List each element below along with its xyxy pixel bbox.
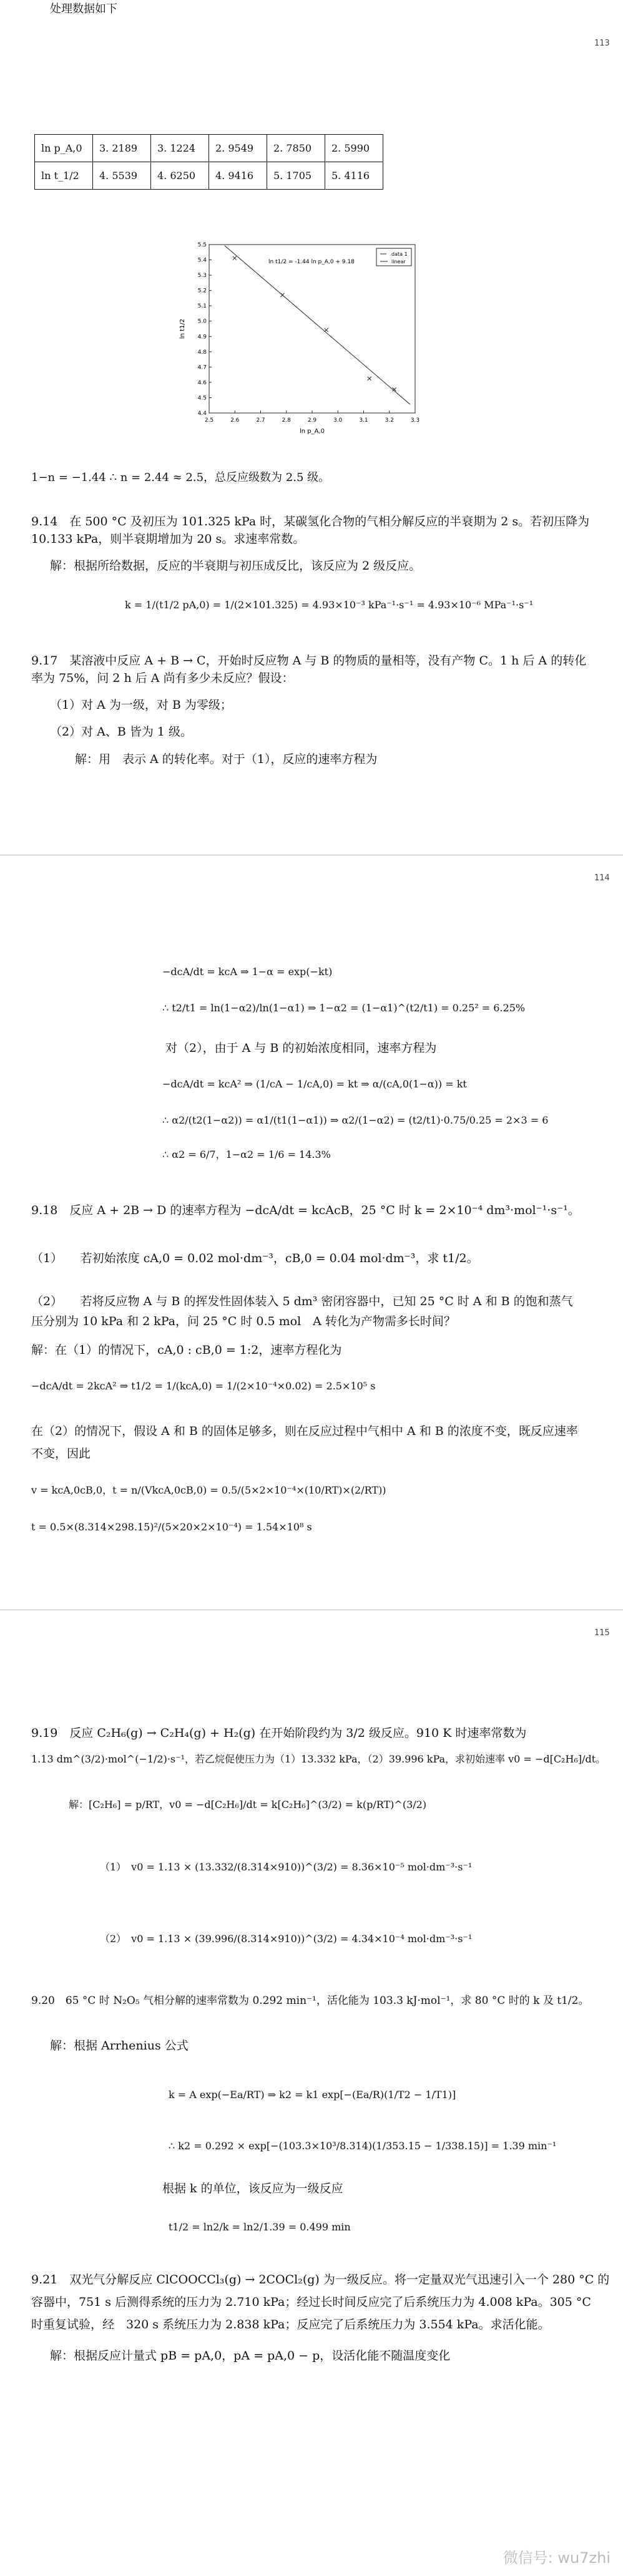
table-cell: 2. 5990 bbox=[325, 135, 383, 162]
y-tick-label: 4.4 bbox=[197, 411, 207, 417]
solution-9-19: 解：[C₂H₆] = p/RT，v0 = −d[C₂H₆]/dt = k[C₂H₆]^(3/2) = k(p/RT)^(3/2) bbox=[69, 1799, 427, 1810]
solution-9-18-1: 解：在（1）的情况下，cA,0 : cB,0 = 1:2，速率方程化为 bbox=[31, 1343, 342, 1357]
equation-9-18-3: t = 0.5×(8.314×298.15)²/(5×20×2×10⁻⁴) = 1.54×10⁸ s bbox=[31, 1521, 312, 1533]
table-row bbox=[35, 162, 383, 190]
equation-9-20-2: ∴ k2 = 0.292 × exp[−(103.3×10³/8.314)(1/353.15 − 1/338.15)] = 1.39 min⁻¹ bbox=[169, 2140, 557, 2152]
text-9-20: 根据 k 的单位，该反应为一级反应 bbox=[162, 2182, 343, 2195]
solution-9-18-2a: 在（2）的情况下，假设 A 和 B 的固体足够多，则在反应过程中气相中 A 和 B 的浓度不变，既反应速率 bbox=[31, 1424, 578, 1438]
equation-114-3: −dcA/dt = kcA² ⇒ (1/cA − 1/cA,0) = kt ⇒ α/(cA,0(1−α)) = kt bbox=[162, 1078, 467, 1090]
question-9-19-line2: 1.13 dm^(3/2)·mol^(−1/2)·s⁻¹，若乙烷促使压力为（1）13.332 kPa，（2）39.996 kPa，求初始速率 v0 = −d[C₂H₆]/dt。 bbox=[31, 1753, 606, 1765]
question-9-20: 9.20 65 °C 时 N₂O₅ 气相分解的速率常数为 0.292 min⁻¹，活化能为 103.3 kJ·mol⁻¹，求 80 °C 时的 k 及 t1/2。 bbox=[31, 1995, 589, 2007]
question-9-18-case2-line2: 压分别为 10 kPa 和 2 kPa，问 25 °C 时 0.5 mol A 转化为产物需多长时间？ bbox=[31, 1315, 456, 1328]
scatter-chart bbox=[172, 232, 440, 447]
plot-frame bbox=[209, 245, 415, 413]
y-tick-label: 5.0 bbox=[197, 318, 207, 325]
page-number: 115 bbox=[594, 1628, 610, 1638]
equation-114-5: ∴ α2 = 6/7，1−α2 = 1/6 = 14.3% bbox=[162, 1149, 331, 1160]
watermark-text: 微信号: wu7zhi bbox=[503, 2549, 611, 2567]
equation-9-20-3: t1/2 = ln2/k = ln2/1.39 = 0.499 min bbox=[169, 2221, 351, 2233]
y-tick-label: 5.4 bbox=[197, 257, 207, 264]
equation-9-20-1: k = A exp(−Ea/RT) ⇒ k2 = k1 exp[−(Ea/R)(1/T2 − 1/T1)] bbox=[169, 2089, 456, 2101]
x-tick-label: 2.6 bbox=[230, 417, 240, 424]
row-label: ln t_1/2 bbox=[35, 162, 93, 190]
legend-item: data 1 bbox=[391, 251, 408, 257]
y-tick-label: 4.6 bbox=[197, 379, 207, 386]
table-cell: 5. 1705 bbox=[267, 162, 325, 190]
chart-svg bbox=[172, 232, 440, 447]
question-9-17-line2: 率为 75%，问 2 h 后 A 尚有多少未反应？假设： bbox=[31, 671, 294, 685]
y-tick-label: 4.8 bbox=[197, 349, 207, 356]
row-label: ln p_A,0 bbox=[35, 135, 93, 162]
data-table bbox=[34, 134, 383, 190]
text-114-1: 对（2），由于 A 与 B 的初始浓度相同，速率方程为 bbox=[165, 1041, 437, 1055]
table-cell: 3. 1224 bbox=[151, 135, 209, 162]
legend-item: linear bbox=[391, 259, 406, 265]
table-row bbox=[35, 135, 383, 162]
y-tick-label: 4.9 bbox=[197, 334, 207, 341]
question-9-18-case2-line1: （2） 若将反应物 A 与 B 的挥发性固体装入 5 dm³ 密闭容器中，已知 25 °C 时 A 和 B 的饱和蒸气 bbox=[31, 1295, 573, 1308]
table-cell: 4. 6250 bbox=[151, 162, 209, 190]
question-9-17-case1: （1）对 A 为一级，对 B 为零级； bbox=[50, 698, 232, 712]
y-tick-label: 4.7 bbox=[197, 364, 207, 371]
table-cell: 2. 7850 bbox=[267, 135, 325, 162]
x-tick-label: 2.9 bbox=[307, 417, 317, 424]
equation-114-4: ∴ α2/(t2(1−α2)) = α1/(t1(1−α1)) ⇒ α2/(1−α2) = (t2/t1)·0.75/0.25 = 2×3 = 6 bbox=[162, 1114, 549, 1126]
x-tick-label: 3.3 bbox=[410, 417, 420, 424]
question-9-18: 9.18 反应 A + 2B → D 的速率方程为 −dcA/dt = kcAcB，25 °C 时 k = 2×10⁻⁴ dm³·mol⁻¹·s⁻¹。 bbox=[31, 1203, 580, 1217]
y-tick-label: 5.1 bbox=[197, 303, 207, 310]
page-number: 114 bbox=[594, 873, 610, 883]
x-axis-label: ln p_A,0 bbox=[299, 428, 325, 435]
x-tick-label: 2.7 bbox=[256, 417, 265, 424]
question-9-14-line1: 9.14 在 500 °C 及初压为 101.325 kPa 时，某碳氢化合物的气相分解反应的半衰期为 2 s。若初压降为 bbox=[31, 515, 590, 528]
question-9-14-line2: 10.133 kPa，则半衰期增加为 20 s。求速率常数。 bbox=[31, 532, 305, 546]
equation-114-2: ∴ t2/t1 = ln(1−α2)/ln(1−α1) ⇒ 1−α2 = (1−α1)^(t2/t1) = 0.25² = 6.25% bbox=[162, 1002, 526, 1014]
intro-text: 处理数据如下 bbox=[50, 2, 117, 16]
x-tick-label: 2.5 bbox=[204, 417, 214, 424]
table-cell: 5. 4116 bbox=[325, 162, 383, 190]
x-tick-label: 3.0 bbox=[333, 417, 343, 424]
question-9-19-line1: 9.19 反应 C₂H₆(g) → C₂H₄(g) + H₂(g) 在开始阶段约为 3/2 级反应。910 K 时速率常数为 bbox=[31, 1726, 527, 1740]
table-cell: 4. 9416 bbox=[209, 162, 267, 190]
question-9-21-line2: 容器中，751 s 后测得系统的压力为 2.710 kPa；经过长时间反应完了后系统压力为 4.008 kPa。305 °C bbox=[31, 2295, 591, 2309]
y-tick-label: 5.5 bbox=[197, 242, 207, 248]
table-cell: 3. 2189 bbox=[93, 135, 151, 162]
y-tick-label: 5.3 bbox=[197, 273, 207, 279]
solution-9-18-2b: 不变，因此 bbox=[31, 1447, 91, 1461]
after-chart-text: 1−n = −1.44 ∴ n = 2.44 ≈ 2.5，总反应级数为 2.5 级。 bbox=[31, 471, 330, 484]
solution-9-14: 解：根据所给数据，反应的半衰期与初压成反比，该反应为 2 级反应。 bbox=[50, 559, 421, 573]
question-9-21-line3: 时重复试验，经 320 s 系统压力为 2.838 kPa；反应完了后系统压力为 3.554 kPa。求活化能。 bbox=[31, 2318, 550, 2331]
question-9-17-case2: （2）对 A、B 皆为 1 级。 bbox=[50, 725, 193, 739]
question-9-18-case1: （1） 若初始浓度 cA,0 = 0.02 mol·dm⁻³，cB,0 = 0.04 mol·dm⁻³，求 t1/2。 bbox=[31, 1252, 479, 1265]
solution-9-21: 解：根据反应计量式 pB = pA,0，pA = pA,0 − p，设活化能不随温度变化 bbox=[50, 2349, 451, 2363]
table-cell: 2. 9549 bbox=[209, 135, 267, 162]
y-tick-label: 5.2 bbox=[197, 288, 207, 294]
y-tick-label: 4.5 bbox=[197, 395, 207, 402]
y-axis-label: ln t1/2 bbox=[179, 318, 186, 339]
x-tick-label: 2.8 bbox=[282, 417, 291, 424]
equation-9-19-1: （1） v0 = 1.13 × (13.332/(8.314×910))^(3/2) = 8.36×10⁻⁵ mol·dm⁻³·s⁻¹ bbox=[100, 1861, 473, 1873]
equation-114-1: −dcA/dt = kcA ⇒ 1−α = exp(−kt) bbox=[162, 966, 333, 978]
question-9-21-line1: 9.21 双光气分解反应 ClCOOCCl₃(g) → 2COCl₂(g) 为一级反应。将一定量双光气迅速引入一个 280 °C 的 bbox=[31, 2273, 610, 2287]
question-9-17-line1: 9.17 某溶液中反应 A + B → C，开始时反应物 A 与 B 的物质的量相等，没有产物 C。1 h 后 A 的转化 bbox=[31, 654, 587, 668]
x-tick-label: 3.2 bbox=[385, 417, 394, 424]
equation-9-19-2: （2） v0 = 1.13 × (39.996/(8.314×910))^(3/2) = 4.34×10⁻⁴ mol·dm⁻³·s⁻¹ bbox=[100, 1933, 473, 1945]
equation-9-14: k = 1/(t1/2 pA,0) = 1/(2×101.325) = 4.93×10⁻³ kPa⁻¹·s⁻¹ = 4.93×10⁻⁶ MPa⁻¹·s⁻¹ bbox=[125, 599, 534, 611]
fit-annotation: ln t1/2 = -1.44 ln p_A,0 + 9.18 bbox=[268, 259, 355, 265]
solution-9-20: 解：根据 Arrhenius 公式 bbox=[50, 2039, 189, 2053]
table-cell: 4. 5539 bbox=[93, 162, 151, 190]
equation-9-18-1: −dcA/dt = 2kcA² ⇒ t1/2 = 1/(kcA,0) = 1/(2×10⁻⁴×0.02) = 2.5×10⁵ s bbox=[31, 1380, 376, 1392]
solution-9-17: 解：用 表示 A 的转化率。对于（1），反应的速率方程为 bbox=[75, 752, 378, 766]
equation-9-18-2: v = kcA,0cB,0，t = n/(VkcA,0cB,0) = 0.5/(5×2×10⁻⁴×(10/RT)×(2/RT)) bbox=[31, 1484, 386, 1496]
page-number: 113 bbox=[594, 39, 610, 48]
x-tick-label: 3.1 bbox=[359, 417, 368, 424]
